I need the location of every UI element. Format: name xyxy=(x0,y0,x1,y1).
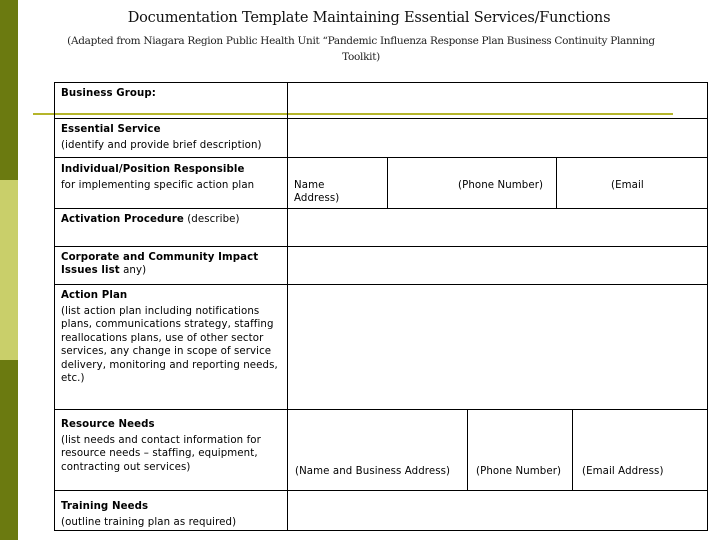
activation-label: Activation Procedure xyxy=(61,214,184,225)
resource-needs-label: Resource Needs xyxy=(61,419,155,430)
resource-phone: (Phone Number) xyxy=(476,466,562,477)
resource-sub-divider xyxy=(572,409,573,490)
essential-service-label: Essential Service xyxy=(61,124,161,135)
row-line xyxy=(54,208,708,209)
left-bar-light xyxy=(0,180,18,360)
resource-needs-desc: (list needs and contact information for resource needs – staffing, equipment, contracting out services) xyxy=(61,435,261,473)
resource-email: (Email Address) xyxy=(582,466,664,477)
resource-name-address: (Name and Business Address) xyxy=(295,466,451,477)
page-title: Documentation Template Maintaining Essential Services/Functions xyxy=(127,10,611,26)
action-plan-desc: (list action plan including notifications plans, communications strategy, staffing reallocations plans, use of other sector services, any change in scope of service delivery, monitoring and reporting needs, etc.) xyxy=(61,306,278,385)
row-line xyxy=(54,490,708,491)
activation-row xyxy=(61,213,240,226)
individual-phone: (Phone Number) xyxy=(458,180,544,191)
impact-row-2 xyxy=(61,264,146,277)
individual-name: Name xyxy=(294,180,325,191)
page-subtitle: (Adapted from Niagara Region Public Health Unit “Pandemic Influenza Response Plan Business Continuity Planning Toolkit) xyxy=(67,35,655,63)
individual-sub-divider xyxy=(556,157,557,208)
training-needs-label: Training Needs xyxy=(61,501,149,512)
row-line xyxy=(54,118,708,119)
individual-email: (Email xyxy=(611,180,644,191)
essential-service-desc: (identify and provide brief description) xyxy=(61,140,262,151)
training-needs-desc: (outline training plan as required) xyxy=(61,517,237,528)
impact-label-2: Issues list xyxy=(61,265,120,276)
resource-sub-divider xyxy=(467,409,468,490)
impact-desc: any) xyxy=(123,265,147,276)
individual-address: Address) xyxy=(294,193,340,204)
column-divider xyxy=(287,82,288,531)
row-line xyxy=(54,284,708,285)
individual-label: Individual/Position Responsible xyxy=(61,164,245,175)
impact-label: Corporate and Community Impact xyxy=(61,252,259,263)
action-plan-label: Action Plan xyxy=(61,290,128,301)
individual-desc: for implementing specific action plan xyxy=(61,180,255,191)
row-line xyxy=(54,246,708,247)
left-bar-dark-bottom xyxy=(0,360,18,540)
row-line xyxy=(54,409,708,410)
business-group-label: Business Group: xyxy=(61,88,156,99)
individual-sub-divider xyxy=(387,157,388,208)
activation-desc: (describe) xyxy=(187,214,240,225)
left-bar-dark-top xyxy=(0,0,18,180)
row-line xyxy=(54,157,708,158)
